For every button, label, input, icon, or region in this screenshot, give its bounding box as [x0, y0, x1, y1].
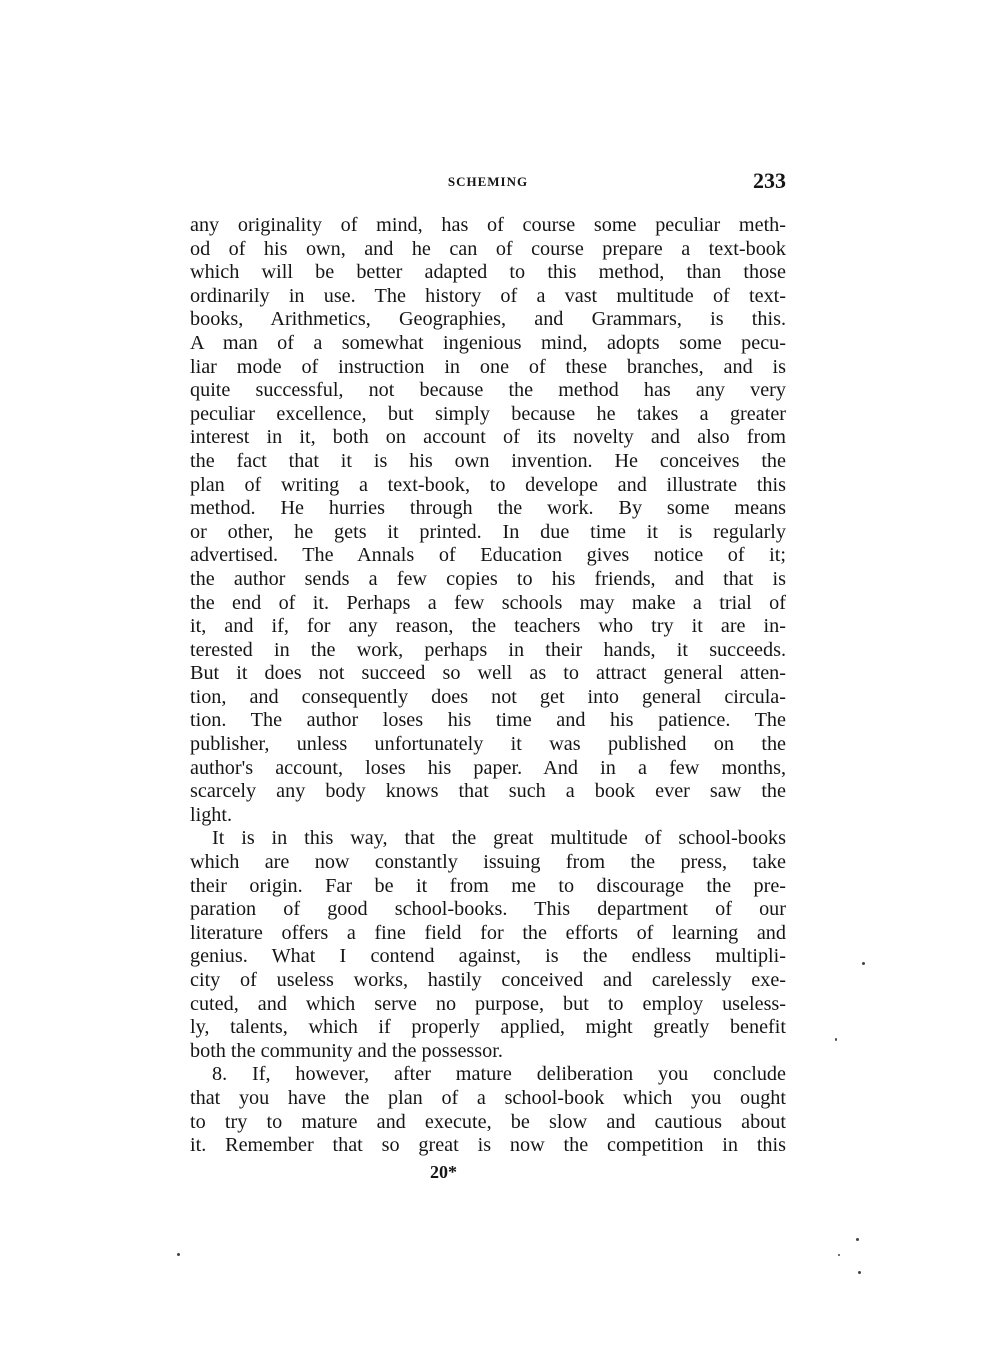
text-line: scarcely any body knows that such a book ever saw the	[190, 780, 786, 803]
ink-speck	[862, 962, 865, 965]
text-line: any originality of mind, has of course some peculiar meth-	[190, 214, 786, 236]
text-line: od of his own, and he can of course prepare a text-book	[190, 237, 786, 260]
text-line: genius. What I contend against, is the endless multipli-	[190, 945, 786, 968]
text-line: tion, and consequently does not get into general circula-	[190, 685, 786, 708]
text-line: paration of good school-books. This department of our	[190, 898, 786, 921]
text-line: that you have the plan of a school-book which you ought	[190, 1086, 786, 1109]
text-line: plan of writing a text-book, to develope and illustrate this	[190, 473, 786, 496]
text-line: A man of a somewhat ingenious mind, adopts some pecu-	[190, 331, 786, 354]
text-line: advertised. The Annals of Education gives notice of it;	[190, 544, 786, 567]
ink-speck	[835, 1038, 837, 1041]
text-line: ly, talents, which if properly applied, might greatly benefit	[190, 1016, 786, 1039]
ink-speck	[177, 1253, 180, 1256]
text-line: peculiar excellence, but simply because he takes a greater	[190, 402, 786, 425]
text-line: terested in the work, perhaps in their hands, it succeeds.	[190, 638, 786, 661]
text-line: their origin. Far be it from me to discourage the pre-	[190, 874, 786, 897]
text-line: literature offers a fine field for the efforts of learning and	[190, 921, 786, 944]
text-line: liar mode of instruction in one of these branches, and is	[190, 355, 786, 378]
text-line: interest in it, both on account of its novelty and also from	[190, 426, 786, 449]
text-line: both the community and the possessor.	[190, 1039, 503, 1062]
text-line: it. Remember that so great is now the competition in this	[190, 1134, 786, 1157]
text-line: tion. The author loses his time and his patience. The	[190, 709, 786, 732]
text-line: it, and if, for any reason, the teachers who try it are in-	[190, 615, 786, 638]
text-line: which will be better adapted to this method, than those	[190, 261, 786, 284]
text-line: or other, he gets it printed. In due time it is regularly	[190, 520, 786, 543]
text-line: the fact that it is his own invention. He conceives the	[190, 449, 786, 472]
body-text	[190, 214, 786, 1158]
text-line: light.	[190, 803, 233, 826]
text-line: But it does not succeed so well as to attract general atten-	[190, 662, 786, 685]
text-line: author's account, loses his paper. And in a few months,	[190, 756, 786, 779]
text-line: quite successful, not because the method has any very	[190, 379, 786, 402]
signature-mark: 20*	[430, 1162, 457, 1182]
running-head	[190, 168, 786, 198]
running-title: SCHEMING	[447, 174, 529, 189]
text-line: the end of it. Perhaps a few schools may make a trial of	[190, 591, 786, 614]
text-line: city of useless works, hastily conceived and carelessly exe-	[190, 969, 786, 991]
page-number: 233	[753, 168, 786, 193]
text-line: which are now constantly issuing from the press, take	[190, 851, 786, 874]
text-line: cuted, and which serve no purpose, but to employ useless-	[190, 992, 786, 1015]
text-line: method. He hurries through the work. By some means	[190, 497, 786, 520]
text-line: books, Arithmetics, Geographies, and Grammars, is this.	[190, 308, 786, 331]
text-line: ordinarily in use. The history of a vast multitude of text-	[190, 284, 786, 307]
ink-speck	[838, 1254, 840, 1256]
text-line: the author sends a few copies to his friends, and that is	[190, 567, 786, 590]
text-line: publisher, unless unfortunately it was published on the	[190, 733, 786, 756]
ink-speck	[858, 1271, 861, 1274]
text-line: It is in this way, that the great multitude of school-books	[212, 827, 786, 850]
text-line: 8. If, however, after mature deliberation you conclude	[212, 1063, 786, 1086]
ink-speck	[856, 1238, 859, 1241]
text-line: to try to mature and execute, be slow and cautious about	[190, 1110, 786, 1133]
